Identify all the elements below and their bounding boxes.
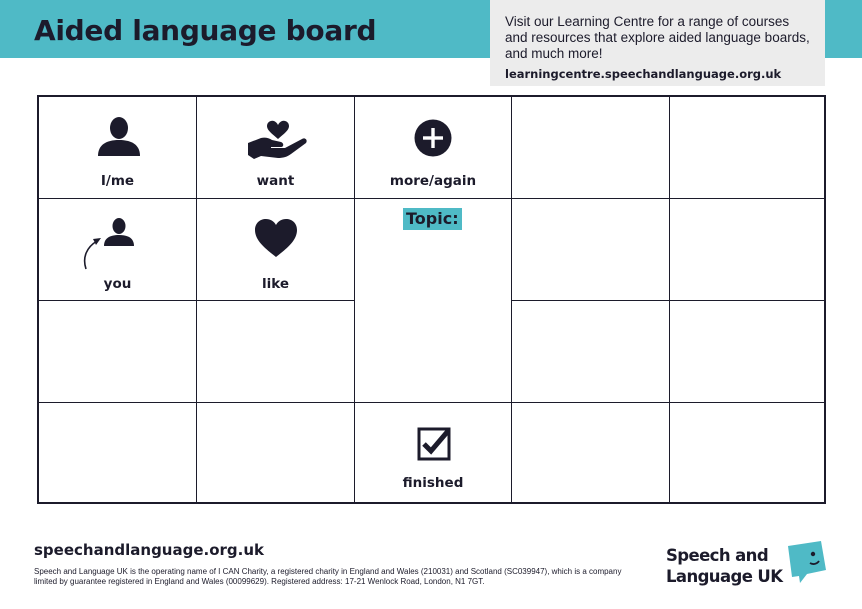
cell-more-again[interactable] [355, 97, 512, 199]
label-more-again: more/again [389, 173, 477, 189]
speech-bubble-face-icon [783, 539, 829, 585]
plus-circle-icon [414, 119, 452, 157]
aided-language-board [37, 95, 826, 504]
cell-empty-r3c2[interactable] [197, 301, 355, 403]
cell-finished[interactable] [355, 403, 512, 504]
label-finished: finished [402, 475, 464, 491]
learning-centre-link[interactable]: learningcentre.speechandlanguage.org.uk [505, 67, 782, 81]
cell-empty-r3c5[interactable] [670, 301, 826, 403]
promo-text: Visit our Learning Centre for a range of courses and resources that explore aided language boards, and much more! [505, 14, 810, 61]
footer-website-link[interactable]: speechandlanguage.org.uk [34, 541, 265, 559]
cell-topic[interactable] [355, 199, 512, 403]
cell-empty-r4c5[interactable] [670, 403, 826, 504]
checked-box-icon [417, 426, 453, 462]
cell-empty-r4c1[interactable] [39, 403, 197, 504]
cell-empty-r2c4[interactable] [512, 199, 670, 301]
brand-name-line1: Speech and [666, 546, 769, 565]
cell-empty-r3c4[interactable] [512, 301, 670, 403]
cell-want[interactable] [197, 97, 355, 199]
label-you: you [103, 276, 132, 292]
speech-and-language-uk-logo [666, 539, 831, 591]
cell-empty-r3c1[interactable] [39, 301, 197, 403]
cell-empty-r4c2[interactable] [197, 403, 355, 504]
cell-like[interactable] [197, 199, 355, 301]
label-want: want [256, 173, 295, 189]
cell-empty-r1c5[interactable] [670, 97, 826, 199]
footer-legal-text: Speech and Language UK is the operating name of I CAN Charity, a registered charity in England and Wales (210031) and Scotland (SC039947), which is a company limited by guarantee registered in England and Wales (00099629). Registered address: 17-21 Wenlock Road, London, N1 7GT. [34, 567, 622, 586]
cell-you[interactable] [39, 199, 197, 301]
topic-label: Topic: [403, 208, 462, 230]
label-like: like [261, 276, 290, 292]
cell-empty-r1c4[interactable] [512, 97, 670, 199]
person-pointed-at-icon [81, 217, 137, 273]
label-i-me: I/me [100, 173, 135, 189]
hand-holding-heart-icon [247, 119, 309, 159]
person-icon [96, 115, 142, 157]
heart-icon [254, 218, 298, 258]
learning-centre-promo [490, 0, 825, 86]
cell-empty-r4c4[interactable] [512, 403, 670, 504]
cell-empty-r2c5[interactable] [670, 199, 826, 301]
brand-name-line2: Language UK [666, 567, 783, 586]
page-title: Aided language board [34, 14, 377, 47]
cell-i-me[interactable] [39, 97, 197, 199]
